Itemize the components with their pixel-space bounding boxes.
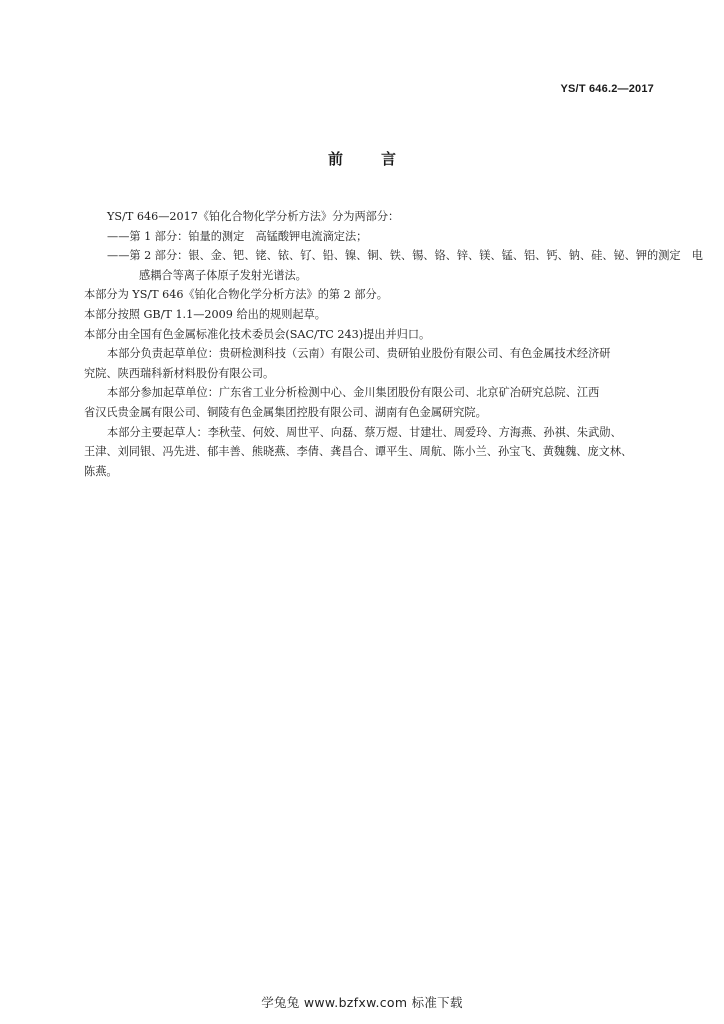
paragraph-drafters: 本部分主要起草人：李秋莹、何姣、周世平、向磊、蔡万煜、甘建壮、周爱玲、方海燕、孙祺、朱武勋、 (107, 425, 622, 439)
foreword-body (84, 207, 703, 481)
list-item-part-2: ——第 2 部分：银、金、钯、铑、铱、钌、铅、镍、铜、铁、锡、铬、锌、镁、锰、铝、钙、钠、硅、铋、钾的测定 电 (107, 249, 703, 263)
page-title: 前言 (327, 150, 434, 168)
paragraph-proposer: 本部分由全国有色金属标准化技术委员会(SAC/TC 243)提出并归口。 (84, 327, 431, 341)
paragraph-responsible-units: 本部分负责起草单位：贵研检测科技（云南）有限公司、贵研铂业股份有限公司、有色金属技术经济研 (107, 347, 611, 361)
paragraph-drafters-end: 陈燕。 (84, 464, 118, 478)
paragraph-participating-units: 本部分参加起草单位：广东省工业分析检测中心、金川集团股份有限公司、北京矿冶研究总院、江西 (107, 386, 600, 400)
paragraph-responsible-units-continued: 究院、陕西瑞科新材料股份有限公司。 (84, 366, 275, 380)
list-item-part-2-continued: 感耦合等离子体原子发射光谱法。 (139, 268, 307, 282)
standard-number: YS/T 646.2—2017 (560, 83, 654, 95)
paragraph-drafting-rules: 本部分按照 GB/T 1.1—2009 给出的规则起草。 (84, 307, 326, 321)
paragraph-participating-units-continued: 省汉氏贵金属有限公司、铜陵有色金属集团控股有限公司、湖南有色金属研究院。 (84, 405, 487, 419)
footer-watermark: 学兔兔 www.bzfxw.com 标准下载 (261, 995, 463, 1010)
paragraph-intro: YS/T 646—2017《铂化合物化学分析方法》分为两部分： (107, 210, 400, 223)
list-item-part-1: ——第 1 部分：铂量的测定 高锰酸钾电流滴定法； (107, 229, 368, 243)
paragraph-part-note: 本部分为 YS/T 646《铂化合物化学分析方法》的第 2 部分。 (84, 288, 388, 302)
paragraph-drafters-continued: 王津、刘同银、冯先进、郁丰善、熊晓燕、李倩、龚昌合、谭平生、周航、陈小兰、孙宝飞、黄魏魏、庞文林、 (84, 445, 633, 459)
